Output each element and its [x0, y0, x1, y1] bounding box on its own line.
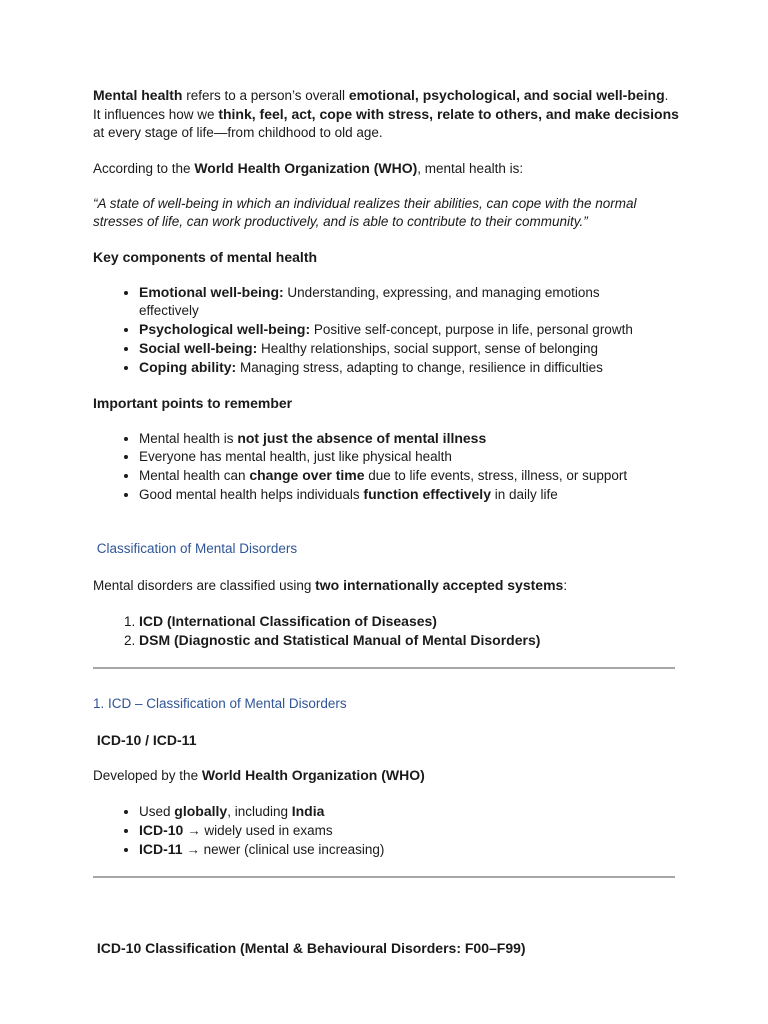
intro-bold: two internationally accepted systems [315, 577, 564, 593]
list-item [139, 802, 683, 821]
item-text-2: in daily life [491, 487, 558, 502]
icd-subheading-text: ICD-10 / ICD-11 [93, 732, 197, 748]
item-desc: Understanding, expressing, and managing emotions effectively [139, 285, 600, 318]
intro-text-3: at every stage of life—from childhood to old age. [93, 125, 383, 140]
intro-text-2: It influences how we [93, 107, 219, 122]
item-bold: function effectively [363, 486, 491, 502]
item-bold: ICD-10 [139, 822, 184, 838]
classification-heading-text: Classification of Mental Disorders [93, 541, 298, 556]
item-text: Mental health can [139, 468, 250, 483]
list-item [139, 821, 683, 840]
item-bold: ICD-11 [139, 841, 183, 857]
list-item [139, 466, 683, 485]
list-item [139, 358, 659, 377]
icd-heading: 1. ICD – Classification of Mental Disorders [93, 696, 347, 711]
who-bold: World Health Organization (WHO) [194, 160, 418, 176]
key-components-heading: Key components of mental health [93, 249, 318, 265]
dev-bold: World Health Organization (WHO) [201, 767, 425, 783]
list-item [139, 631, 683, 650]
who-text-2: , mental health is: [417, 161, 524, 176]
intro-colon: : [563, 578, 568, 593]
important-points-heading: Important points to remember [93, 395, 293, 411]
intro-bold-2: think, feel, act, cope with stress, relate to others, and make decisions [218, 106, 679, 122]
list-item [139, 339, 659, 358]
classification-intro [93, 576, 683, 595]
item-bold: change over time [249, 467, 365, 483]
item-bold-2: India [291, 803, 325, 819]
list-item [139, 429, 683, 448]
who-quote: “A state of well-being in which an individual realizes their abilities, can cope with the normal stresses of life, can work productively, and is able to contribute to their community.” [93, 196, 637, 229]
classification-heading [93, 540, 683, 558]
intro-bold: emotional, psychological, and social well-being [348, 87, 665, 103]
item-bold: globally [174, 803, 228, 819]
intro-term: Mental health [93, 87, 183, 103]
item-text-2: due to life events, stress, illness, or support [364, 468, 628, 483]
classification-systems-list [93, 612, 683, 650]
key-components-list [93, 283, 659, 377]
icd-subheading [93, 731, 683, 749]
important-points-list [93, 429, 683, 504]
intro-paragraph [93, 86, 683, 142]
who-paragraph [93, 159, 683, 178]
intro-period: . [664, 88, 669, 103]
item-text: Mental health is [139, 431, 238, 446]
item-term: Coping ability: [139, 359, 237, 375]
list-item [139, 485, 683, 504]
dev-text: Developed by the [93, 768, 202, 783]
icd10-heading [93, 939, 683, 957]
item-term: Emotional well-being: [139, 284, 284, 300]
intro-text: refers to a person’s overall [182, 88, 349, 103]
item-term: Social well-being: [139, 340, 258, 356]
item-text: → widely used in exams [183, 823, 333, 838]
item-text-2: , including [227, 804, 292, 819]
list-item [139, 840, 683, 859]
item-desc: Positive self-concept, purpose in life, personal growth [310, 322, 633, 337]
intro-text: Mental disorders are classified using [93, 578, 316, 593]
list-item [139, 320, 659, 339]
list-item [139, 448, 683, 466]
item-desc: Managing stress, adapting to change, resilience in difficulties [236, 360, 603, 375]
list-item [139, 283, 659, 320]
system-name: ICD (International Classification of Diseases) [139, 613, 437, 629]
item-text: → newer (clinical use increasing) [182, 842, 385, 857]
item-text: Good mental health helps individuals [139, 487, 364, 502]
list-item [139, 612, 683, 631]
item-text: Used [139, 804, 175, 819]
who-text: According to the [93, 161, 195, 176]
document-page [93, 86, 683, 957]
item-bold: not just the absence of mental illness [237, 430, 487, 446]
item-desc: Healthy relationships, social support, sense of belonging [257, 341, 598, 356]
icd-developer [93, 766, 683, 785]
item-term: Psychological well-being: [139, 321, 311, 337]
item-text: Everyone has mental health, just like physical health [139, 449, 452, 464]
system-name: DSM (Diagnostic and Statistical Manual of Mental Disorders) [139, 632, 541, 648]
icd-list [93, 802, 683, 859]
icd10-heading-text: ICD-10 Classification (Mental & Behavioural Disorders: F00–F99) [93, 940, 526, 956]
